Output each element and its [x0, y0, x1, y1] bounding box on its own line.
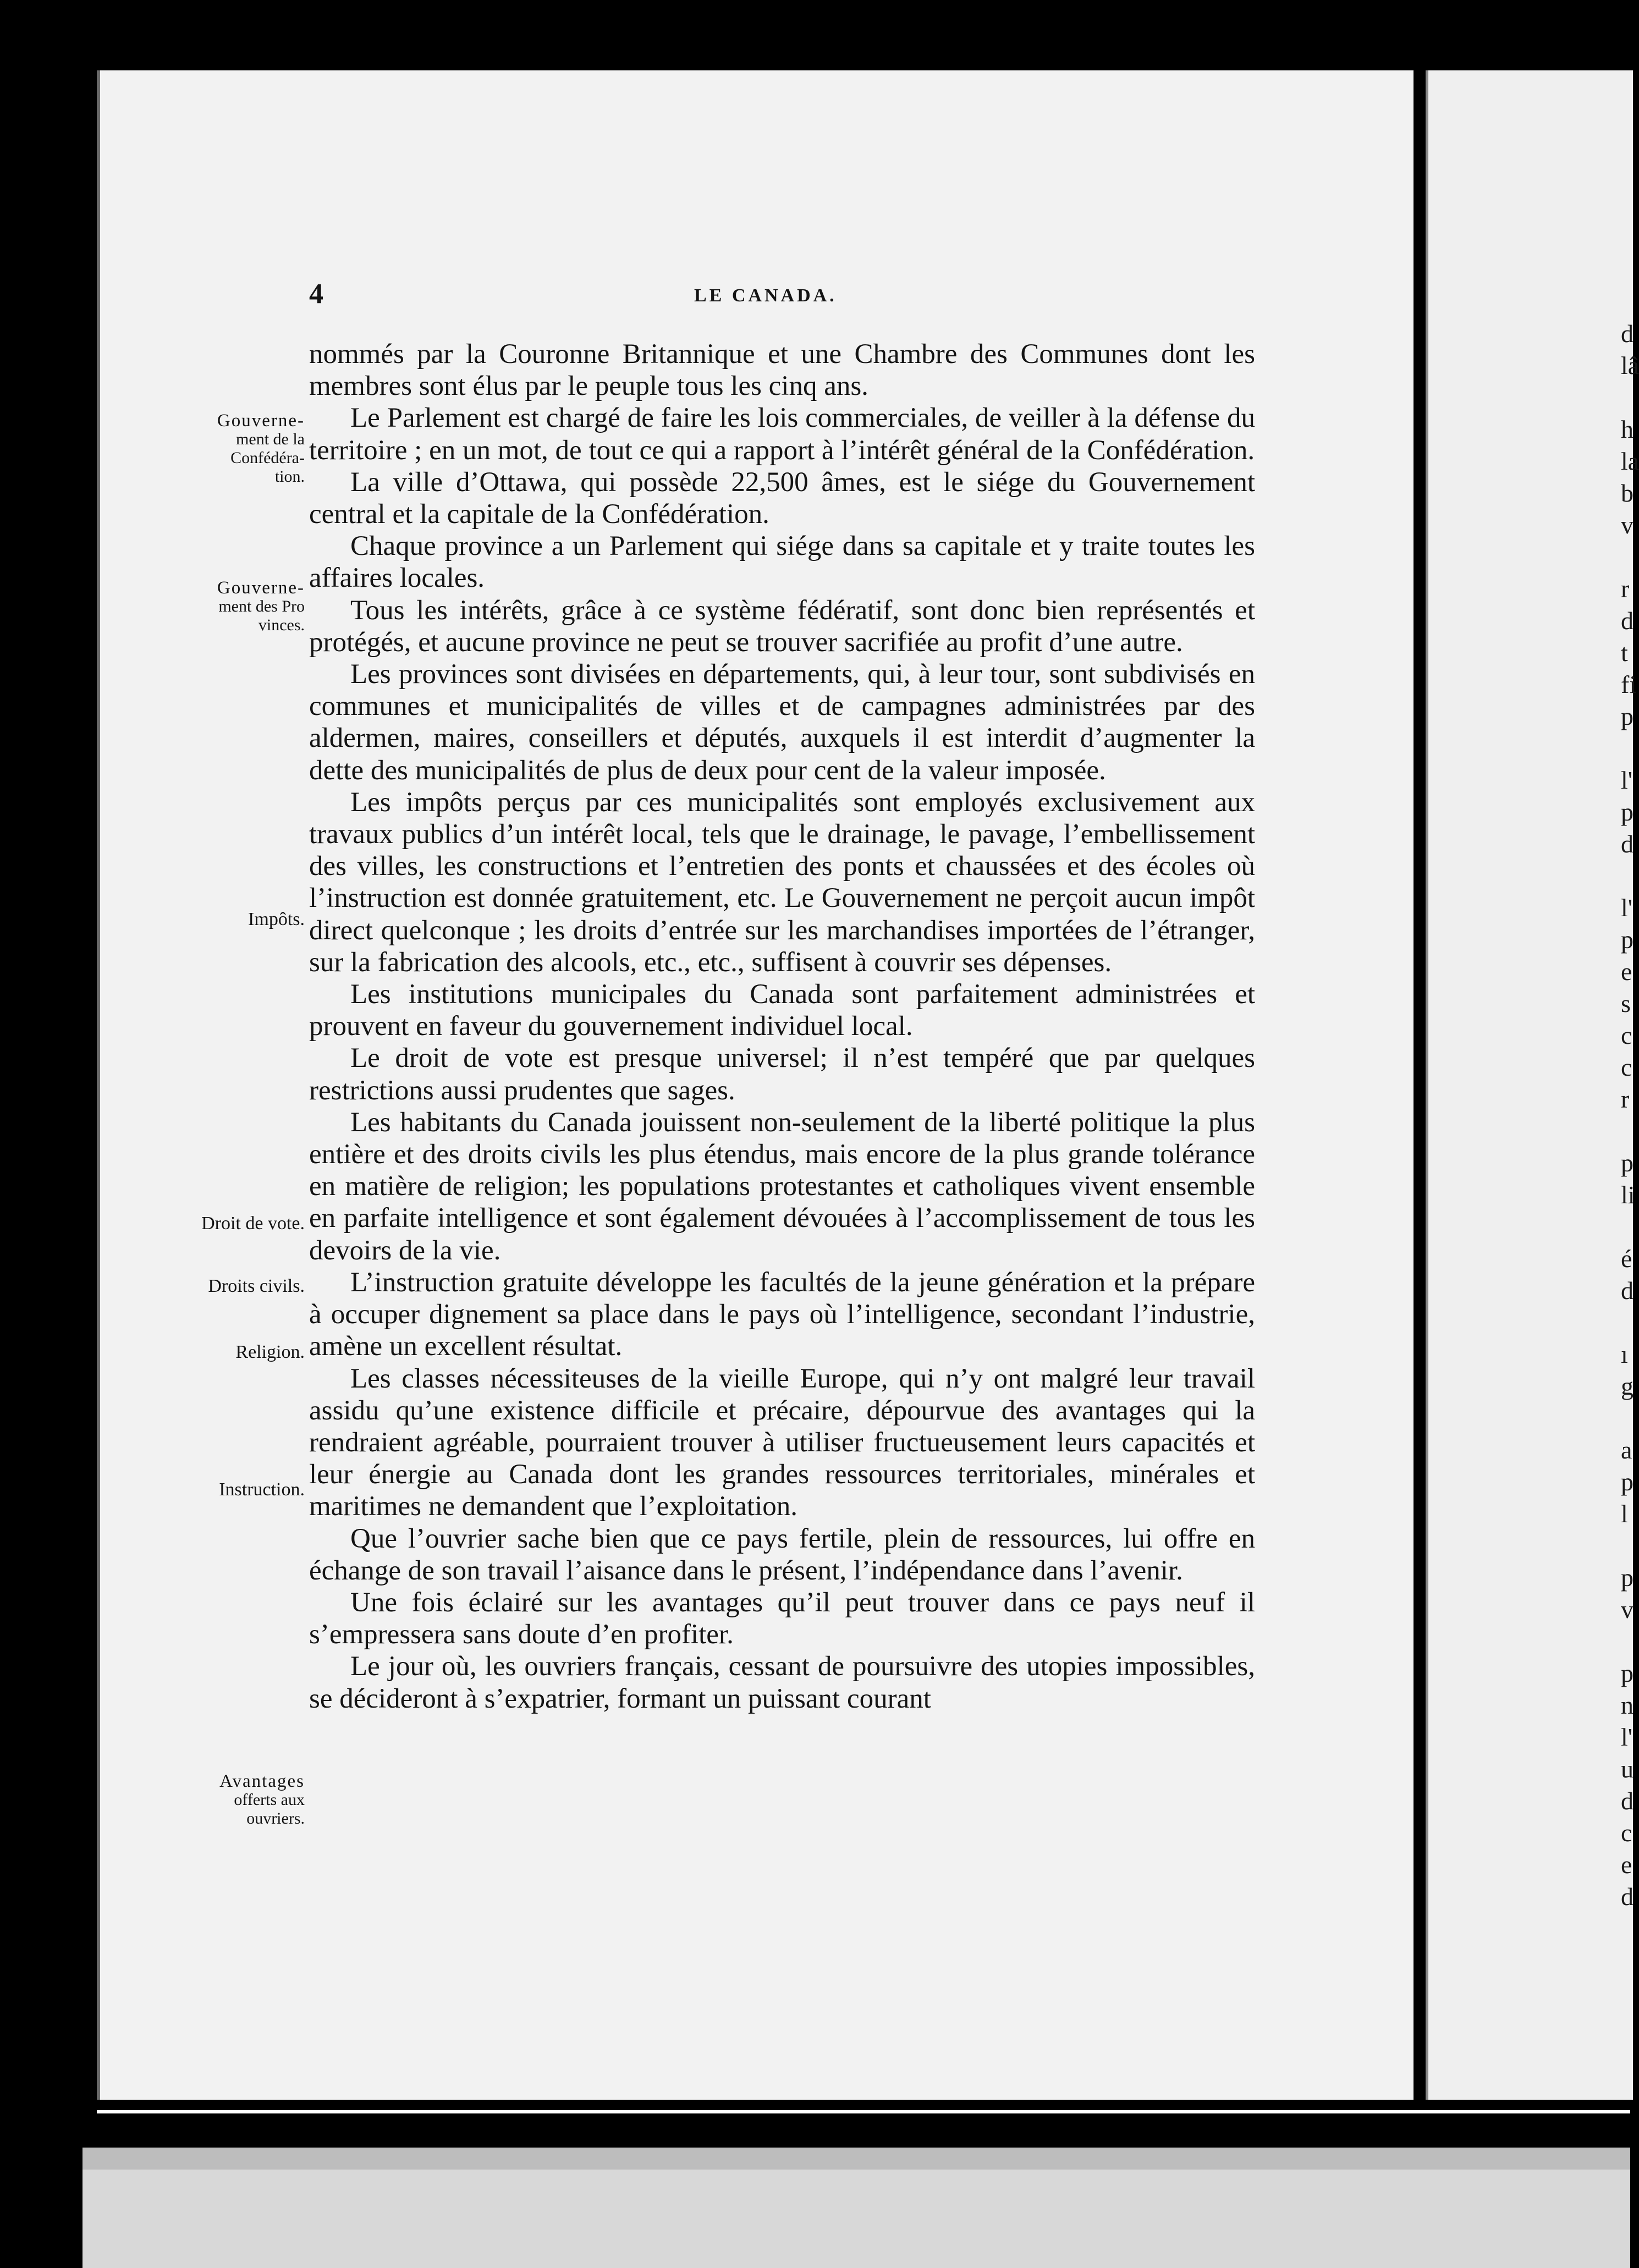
margin-note-religion: Religion.	[235, 1342, 305, 1362]
paragraph: Une fois éclairé sur les avantages qu’il peut trouver dans ce pays neuf il s’empressera sans doute d’en profiter.	[309, 1587, 1255, 1650]
margin-note-impots: Impôts.	[248, 909, 305, 929]
paragraph: L’instruction gratuite développe les facultés de la jeune génération et la prépare à occuper dignement sa place dans le pays où l’intelligence, secondant l’industrie, amène un excellent résultat.	[309, 1267, 1255, 1362]
body-text	[309, 338, 1255, 1715]
facing-page-edge	[1426, 70, 1639, 2100]
paragraph: Les impôts perçus par ces municipalités sont employés exclusivement aux travaux publics d’un intérêt local, tels que le drainage, le pavage, l’embellissement des villes, les constructions et l’entretien des ponts et chaussées et des écoles où l’instruction est donnée gratuitement, etc. Le Gouvernement ne perçoit aucun impôt direct quelconque ; les droits d’entrée sur les marchandises importées de l’étranger, sur la fabrication des alcools, etc., etc., suffisent à couvrir ses dépenses.	[309, 786, 1255, 978]
margin-note-avantages-ouvriers: Avantages offerts aux ouvriers.	[219, 1771, 305, 1827]
page-number: 4	[309, 278, 323, 310]
paragraph: nommés par la Couronne Britannique et une Chambre des Communes dont les membres sont élus par le peuple tous les cinq ans.	[309, 339, 1255, 402]
margin-note-droit-de-vote: Droit de vote.	[201, 1213, 305, 1234]
page-header	[309, 278, 1244, 311]
paragraph: Le jour où, les ouvriers français, cessant de poursuivre des utopies impossibles, se décideront à s’expatrier, formant un puissant courant	[309, 1651, 1255, 1714]
paragraph: Tous les intérêts, grâce à ce système fédératif, sont donc bien représentés et protégés, et aucune province ne peut se trouver sacrifiée au profit d’une autre.	[309, 594, 1255, 658]
margin-note-droits-civils: Droits civils.	[208, 1276, 305, 1296]
paragraph: Le droit de vote est presque universel; il n’est tempéré que par quelques restrictions aussi prudentes que sages.	[309, 1043, 1255, 1106]
paragraph: Chaque province a un Parlement qui siége dans sa capitale et y traite toutes les affaires locales.	[309, 531, 1255, 594]
margin-note-gouvernement-confederation: Gouverne- ment de la Confédéra- tion.	[217, 411, 305, 486]
paragraph: Que l’ouvrier sache bien que ce pays fertile, plein de ressources, lui offre en échange de son travail l’aisance dans le présent, l’indépendance dans l’avenir.	[309, 1523, 1255, 1586]
paragraph: Le Parlement est chargé de faire les lois commerciales, de veiller à la défense du territoire ; en un mot, de tout ce qui a rapport à l’intérêt général de la Confédération.	[309, 403, 1255, 466]
paragraph: Les provinces sont divisées en départements, qui, à leur tour, sont subdivisés en communes et municipalités de villes et de campagnes administrées par des aldermen, maires, conseillers et députés, auxquels il est interdit d’augmenter la dette des municipalités de plus de deux pour cent de la valeur imposée.	[309, 659, 1255, 786]
paragraph: La ville d’Ottawa, qui possède 22,500 âmes, est le siége du Gouvernement central et la capitale de la Confédération.	[309, 466, 1255, 530]
running-title: LE CANADA.	[694, 285, 837, 306]
margin-note-instruction: Instruction.	[219, 1479, 305, 1500]
paragraph: Les institutions municipales du Canada sont parfaitement administrées et prouvent en faveur du gouvernement individuel local.	[309, 979, 1255, 1042]
facing-page-letters: d lâ h la b v r d t fi p l' p d l' p e s c c r p li é d ı g a p l p v p n l' u d c e d	[1621, 320, 1639, 1911]
paragraph: Les habitants du Canada jouissent non-seulement de la liberté politique la plus entière et des droits civils les plus étendus, mais encore de la plus grande tolérance en matière de religion; les populations protestantes et catholiques vivent ensemble en parfaite intelligence et sont également dévouées à l’accomplissement de tous les devoirs de la vie.	[309, 1107, 1255, 1266]
paragraph: Les classes nécessiteuses de la vieille Europe, qui n’y ont malgré leur travail assidu qu’une existence difficile et précaire, dépourvue des avantages qui la rendraient agréable, pourraient trouver à utiliser fructueusement leurs capacités et leur énergie au Canada dont les grandes ressources territoriales, minérales et maritimes ne demandent que l’exploitation.	[309, 1363, 1255, 1522]
margin-note-gouvernement-provinces: Gouverne- ment des Pro vinces.	[217, 578, 305, 634]
